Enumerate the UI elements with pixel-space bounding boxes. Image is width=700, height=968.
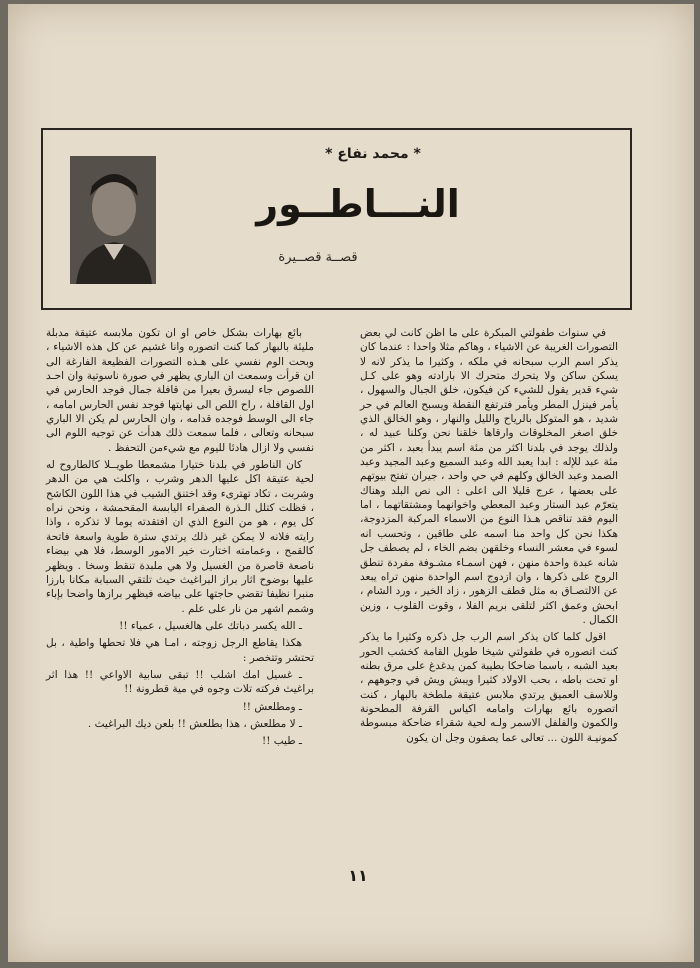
magazine-page xyxy=(8,4,694,962)
paragraph: كان الناطور في بلدنا ختيارا مشمعطا طويــلا كالطاروح له لحية عتيقة اكل عليها الدهر وشرب ، واكلت هي من الدهر وشربت ، تكاد تهترىء وقد اختنق الشيب في هذا اللون الكاشح ، فظلت كتلل الـذرة الصفراء اليابسة المقحمشة ، ونحن نراه كل يوم ، هو من النوع الذي ان افتقدته يوما لا تذكره ، واذا رايته فلانه لا يمكن غير ذلك يرتدي سترة طوية واسعة فاتحة كالقمح ، وعمامته اختارت خير الامور الوسط، فلا هي بيضاء ناصعة قاصرة من الغسيل ولا هي ملبدة تنقط وسخا . ويظهر عليها بوضوح اثار براز البراغيث حيث تلتقي السبابة مكانا بارزا منبرا نظيفا تقضي حاجتها على بياضه فيظهر برازها واضحا بإباء وشمم اشهر من نار على علم . xyxy=(46,459,314,615)
right-text-column xyxy=(360,326,618,748)
story-subtitle: قصــة قصــيرة xyxy=(278,250,358,265)
paragraph: في سنوات طفولتي المبكرة على ما اظن كانت لي بعض التصورات الغريبة عن الاشياء ، وهاكم مثلا واحدا : عندما كان يذكر اسم الرب سبحانه في ملكه ، وكثيرا ما يذكر لانه لا يسكن ساكن ولا يتحرك متحرك الا بارادته وهو على كـل شيء قدير يقول للشيء كن فيكون، خلق الجبال والسهول ، يأمر فينزل المطر ويأمر فترتفع النقطة ويسبح العالم في حر شديد ، هو المتوكل بالرياح والليل والنهار ، وهو الخالق الذي خلق اصغر المخلوقات وارقاها خلقنا نحن وكلنا عبيد له ، ولذلك يوجد في بلدنا اكثر من مئة اسم يبدأ بعبد ، اكثر من مئة عبد للإله : ابدا يعبد الله وعبد السميع وعبد المجيد وعبد الصمد وعبد الخالق وكلهم في حي واحد ، جيران تفتح بيوتهم على بعضها ، عرج قليلا الى اعلى : الى نص البلد وهناك يتعرّم عبد الستار وعبد المعطي واخوانهما ومشتقاتهما ، اما اليوم فقد تناقص هـذا النوع من الاسماء المركبة المزدوجة، هكذا نحن كل واحد منا اسمه على طاقين ، وتحسب انه لسوء في معشر النساء وخلقهن بضم الخاء ، لم يصطف جل شانه عبدة واحدة منهن ، فهن اسمـاء مشـوفة مفردة تنطق الروح على ذكرها ، وان ازدوج اسم الواحدة منهن تراه يبعد عن الالتصـاق به مثل قطف الزهور ، زاد الخير ، ورد الشام ، ابحش وعمق اكثر لتلقى بريم الفلا ، وقوت القلوب ، وزين الكمال . xyxy=(360,327,618,626)
author-name: * محمد نفاع * xyxy=(325,146,421,162)
dialogue-line: ـ طيب !! xyxy=(261,735,302,748)
dialogue-line: ـ ومطلعش !! xyxy=(242,700,302,713)
author-portrait-icon xyxy=(70,156,156,284)
paragraph: هكذا يقاطع الرجل زوجته ، امـا هي فلا تحطها واطية ، بل تحتشر وتتخصر : xyxy=(46,637,314,664)
dialogue-line: ـ غسيل امك اشلب !! تبقى سابية الاواعي !! هذا اثر براغيث فركته تلات وجوه في مية قطرونة !! xyxy=(46,668,314,696)
page-number: ١١ xyxy=(348,866,368,885)
author-photo xyxy=(70,156,156,284)
paragraph: بائع بهارات بشكل خاص او ان تكون ملابسه عتيقة مدبلة مليئة بالبهار كما كنت اتصوره وانا غشيم عن كل هذه الاشياء ، وبحت الوم نفسي على هـذه التصورات الفظيعة الفارغة الى ان قرأت وسمعت ان الباري يظهر في صورة ناسوتية وان احـد اللصوص جاء ليسرق بعيرا من قافلة جمال فوجد الحارس في اول القافلة ، راح اللص الى نهايتها فوجد نفس الحارس امامه ، جاء الى الوسط فوجده قدامه ، وان الحارس لم يكن الا الباري سبحانه وتعالى ، فلما سمعت ذلك هدأت عن توجيه اللوم الى نفسي ولا ازال هادئا لليوم مع شيءمن التحفظ . xyxy=(46,327,314,454)
dialogue-line: ـ الله يكسر دباتك على هالغسيل ، عمياء !! xyxy=(119,619,302,632)
story-title: النـــاطــور xyxy=(256,182,460,226)
paragraph: اقول كلما كان يذكر اسم الرب جل ذكره وكثيرا ما يذكر كنت اتصوره في طفولتي شيخا طويل القامة كخشب الحور بعيد الشبه ، باسما ضاحكا بطيبة كمن يدغدغ على مرق بطنه او تحت باطه ، بحب الاولاد كثيرا ويبش ويش في وجوههم ، وللاسف العميق يرتدي ملابس عتيقة ملطخة بالبهار ، كنت اتصوره بائع بهارات وامامه اكياس القرفة المطحونة والكمون والفلفل الاسمر ولـه لحية شقراء ضاحكة مبسوطة كمونيـة اللون ... تعالى عما يصفون وجل ان يكون xyxy=(360,631,618,744)
left-text-column xyxy=(46,326,314,752)
dialogue-line: ـ لا مطلعش ، هذا بطلعش !! بلعن ديك البراغيث . xyxy=(87,717,302,730)
